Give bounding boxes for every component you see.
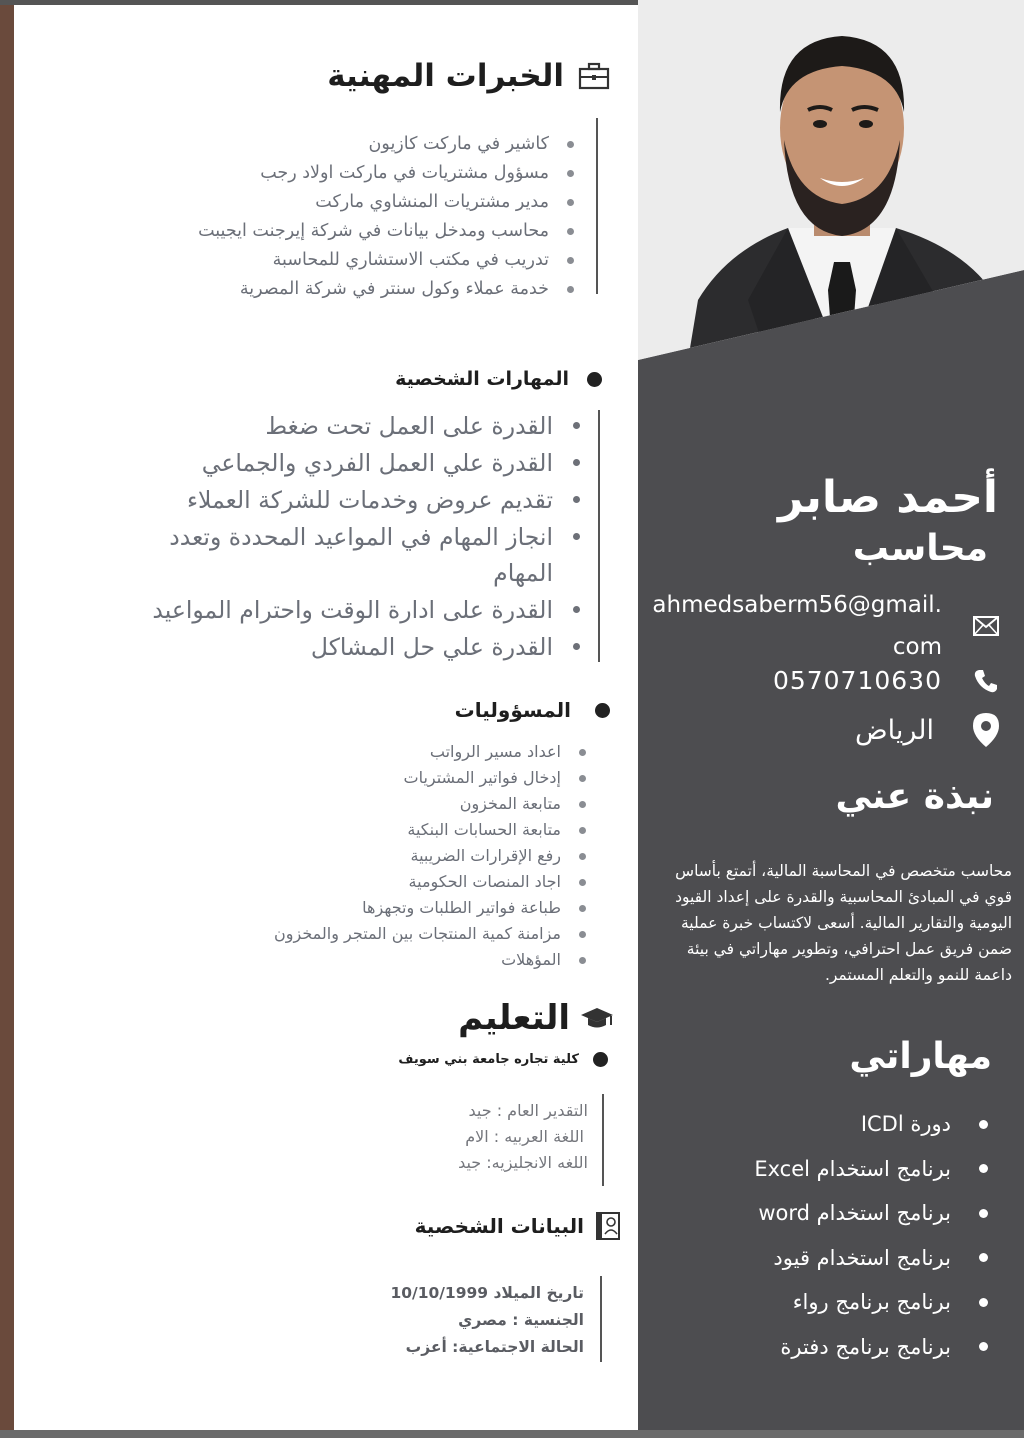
experience-item	[94, 130, 574, 159]
nationality: الجنسية : مصري	[458, 1311, 584, 1329]
education-details	[458, 1098, 588, 1176]
id-card-icon	[596, 1212, 620, 1240]
responsibility-item-text: طباعة فواتير الطلبات وتجهزها	[362, 898, 561, 917]
bullet-icon	[567, 228, 574, 235]
personal-skill-item	[110, 519, 580, 591]
experience-title-row	[327, 58, 610, 94]
experience-item	[94, 188, 574, 217]
experience-item-text: كاشير في ماركت كازيون	[368, 134, 549, 154]
experience-item	[94, 159, 574, 188]
contact-location	[855, 712, 1004, 748]
location-text: الرياض	[854, 714, 934, 746]
bullet-icon	[579, 879, 586, 886]
bullet-icon	[573, 533, 580, 540]
personal-data-title: البيانات الشخصية	[414, 1214, 584, 1238]
responsibilities-title-row	[455, 698, 610, 722]
personal-skill-item	[110, 629, 580, 665]
birth-date: تاريخ الميلاد 10/10/1999	[390, 1284, 584, 1302]
about-title: نبذة عني	[835, 776, 994, 817]
responsibility-item	[166, 947, 586, 973]
personal-skills-title: المهارات الشخصية	[395, 368, 569, 390]
skill-item	[688, 1325, 988, 1370]
responsibility-item-text: المؤهلات	[501, 950, 561, 969]
envelope-icon	[968, 616, 1004, 636]
skill-item-text: برنامج استخدام Excel	[754, 1156, 951, 1181]
education-divider	[602, 1094, 604, 1186]
bullet-icon	[979, 1164, 988, 1173]
bullet-icon	[579, 775, 586, 782]
personal-data-title-row	[415, 1212, 620, 1240]
experience-item-text: تدريب في مكتب الاستشاري للمحاسبة	[272, 250, 549, 270]
personal-skill-item-text: القدرة علي حل المشاكل	[310, 633, 553, 661]
education-college-row	[398, 1052, 608, 1067]
responsibility-item-text: اعداد مسير الرواتب	[429, 742, 561, 761]
about-text: محاسب متخصص في المحاسبة المالية، أتمتع بأساس قوي في المبادئ المحاسبية والقدرة على إعداد القيود اليومية والتقارير المالية. أسعى لاكتساب خبرة عملية ضمن فريق عمل احترافي، وتطوير مهاراتي في بيئة داعمة للنمو والتعلم المستمر.	[675, 862, 1012, 984]
experience-list	[94, 130, 574, 304]
personal-skill-item	[110, 445, 580, 481]
responsibilities-title: المسؤوليات	[454, 698, 571, 722]
personal-skill-item-text: انجاز المهام في المواعيد المحددة وتعدد المهام	[169, 523, 553, 587]
page-border-left	[0, 0, 14, 1438]
responsibility-item	[166, 817, 586, 843]
skill-item-text: برنامج استخدام قيود	[773, 1245, 951, 1270]
skill-item	[688, 1236, 988, 1281]
personal-skill-item	[110, 482, 580, 518]
bullet-icon	[979, 1342, 988, 1351]
personal-skills-title-row	[395, 368, 602, 390]
bullet-icon	[579, 801, 586, 808]
bullet-icon	[579, 853, 586, 860]
responsibility-item-text: متابعة الحسابات البنكية	[407, 820, 561, 839]
personal-skill-item	[110, 408, 580, 444]
responsibility-item	[166, 869, 586, 895]
bullet-icon	[573, 459, 580, 466]
skill-item	[688, 1191, 988, 1236]
bullet-icon	[579, 957, 586, 964]
bullet-icon	[579, 749, 586, 756]
personal-skill-item	[110, 592, 580, 628]
experience-divider	[596, 118, 598, 294]
responsibility-item	[166, 791, 586, 817]
education-english: اللغه الانجليزيه: جيد	[458, 1153, 588, 1172]
responsibility-item-text: متابعة المخزون	[459, 794, 561, 813]
bullet-icon	[567, 257, 574, 264]
skill-item	[688, 1147, 988, 1192]
experience-item	[94, 217, 574, 246]
bullet-icon	[573, 606, 580, 613]
bullet-icon	[579, 827, 586, 834]
bullet-icon	[567, 199, 574, 206]
experience-item-text: محاسب ومدخل بيانات في شركة إيرجنت ايجيبت	[198, 221, 549, 241]
responsibilities-list	[166, 739, 586, 973]
responsibility-item-text: اجاد المنصات الحكومية	[408, 872, 561, 891]
bullet-icon	[567, 286, 574, 293]
personal-skill-item-text: القدرة علي العمل الفردي والجماعي	[201, 449, 553, 477]
skill-item-text: برنامج برنامج رواء	[792, 1290, 951, 1315]
bullet-icon	[573, 422, 580, 429]
responsibility-item-text: رفع الإقرارات الضريبية	[410, 846, 561, 865]
person-photo-icon	[638, 0, 1024, 420]
education-arabic: اللغة العربيه : الام	[465, 1127, 584, 1146]
experience-item	[94, 275, 574, 304]
profile-photo	[638, 0, 1024, 420]
responsibility-item	[166, 921, 586, 947]
skill-item-text: دورة ICDl	[860, 1112, 951, 1137]
email-link[interactable]: ahmedsaberm56@gmail.com	[652, 592, 942, 660]
experience-item	[94, 246, 574, 275]
bullet-icon	[979, 1209, 988, 1218]
skill-item	[688, 1102, 988, 1147]
personal-skill-item-text: تقديم عروض وخدمات للشركة العملاء	[187, 486, 553, 514]
bullet-icon	[979, 1298, 988, 1307]
skill-item	[688, 1280, 988, 1325]
skills-title: مهاراتي	[849, 1036, 992, 1077]
skill-item-text: برنامج استخدام word	[758, 1201, 951, 1226]
page-border-bottom	[0, 1430, 1024, 1438]
bullet-icon	[573, 496, 580, 503]
responsibility-item-text: إدخال فواتير المشتريات	[403, 768, 561, 787]
section-bullet-icon	[593, 1052, 608, 1067]
bullet-icon	[567, 141, 574, 148]
personal-data-divider	[600, 1276, 602, 1362]
bullet-icon	[567, 170, 574, 177]
contact-phone	[773, 666, 1004, 695]
profile-name: أحمد صابر	[778, 472, 998, 523]
phone-number[interactable]: 0570710630	[772, 666, 942, 695]
profile-job-title: محاسب	[852, 528, 988, 569]
graduation-cap-icon	[580, 1005, 614, 1031]
location-pin-icon	[968, 712, 1004, 748]
personal-data-list	[390, 1280, 584, 1361]
education-grade: التقدير العام : جيد	[468, 1101, 588, 1120]
experience-item-text: خدمة عملاء وكول سنتر في شركة المصرية	[239, 279, 549, 299]
personal-skill-item-text: القدرة على ادارة الوقت واحترام المواعيد	[152, 596, 553, 624]
bullet-icon	[573, 643, 580, 650]
marital-status: الحالة الاجتماعية: أعزب	[405, 1338, 584, 1356]
personal-skills-list	[110, 408, 580, 666]
bullet-icon	[979, 1120, 988, 1129]
bullet-icon	[579, 905, 586, 912]
page-border-top	[0, 0, 640, 5]
experience-item-text: مدير مشتريات المنشاوي ماركت	[315, 192, 549, 212]
contact-email	[652, 584, 1004, 668]
personal-skills-divider	[598, 410, 600, 662]
experience-item-text: مسؤول مشتريات في ماركت اولاد رجب	[260, 163, 549, 183]
education-title-row	[458, 998, 614, 1038]
phone-icon	[968, 668, 1004, 694]
personal-skill-item-text: القدرة على العمل تحت ضغط	[265, 412, 553, 440]
responsibility-item	[166, 765, 586, 791]
responsibility-item	[166, 895, 586, 921]
experience-title: الخبرات المهنية	[327, 58, 564, 94]
skill-item-text: برنامج برنامج دفترة	[780, 1334, 951, 1359]
responsibility-item	[166, 843, 586, 869]
bullet-icon	[579, 931, 586, 938]
education-title: التعليم	[458, 998, 570, 1038]
education-college: كلية تجاره جامعة بني سويف	[398, 1052, 579, 1067]
bullet-icon	[979, 1253, 988, 1262]
responsibility-item-text: مزامنة كمية المنتجات بين المتجر والمخزون	[274, 924, 561, 943]
skills-list	[688, 1102, 988, 1369]
section-bullet-icon	[595, 703, 610, 718]
responsibility-item	[166, 739, 586, 765]
section-bullet-icon	[587, 372, 602, 387]
briefcase-icon	[578, 62, 610, 90]
